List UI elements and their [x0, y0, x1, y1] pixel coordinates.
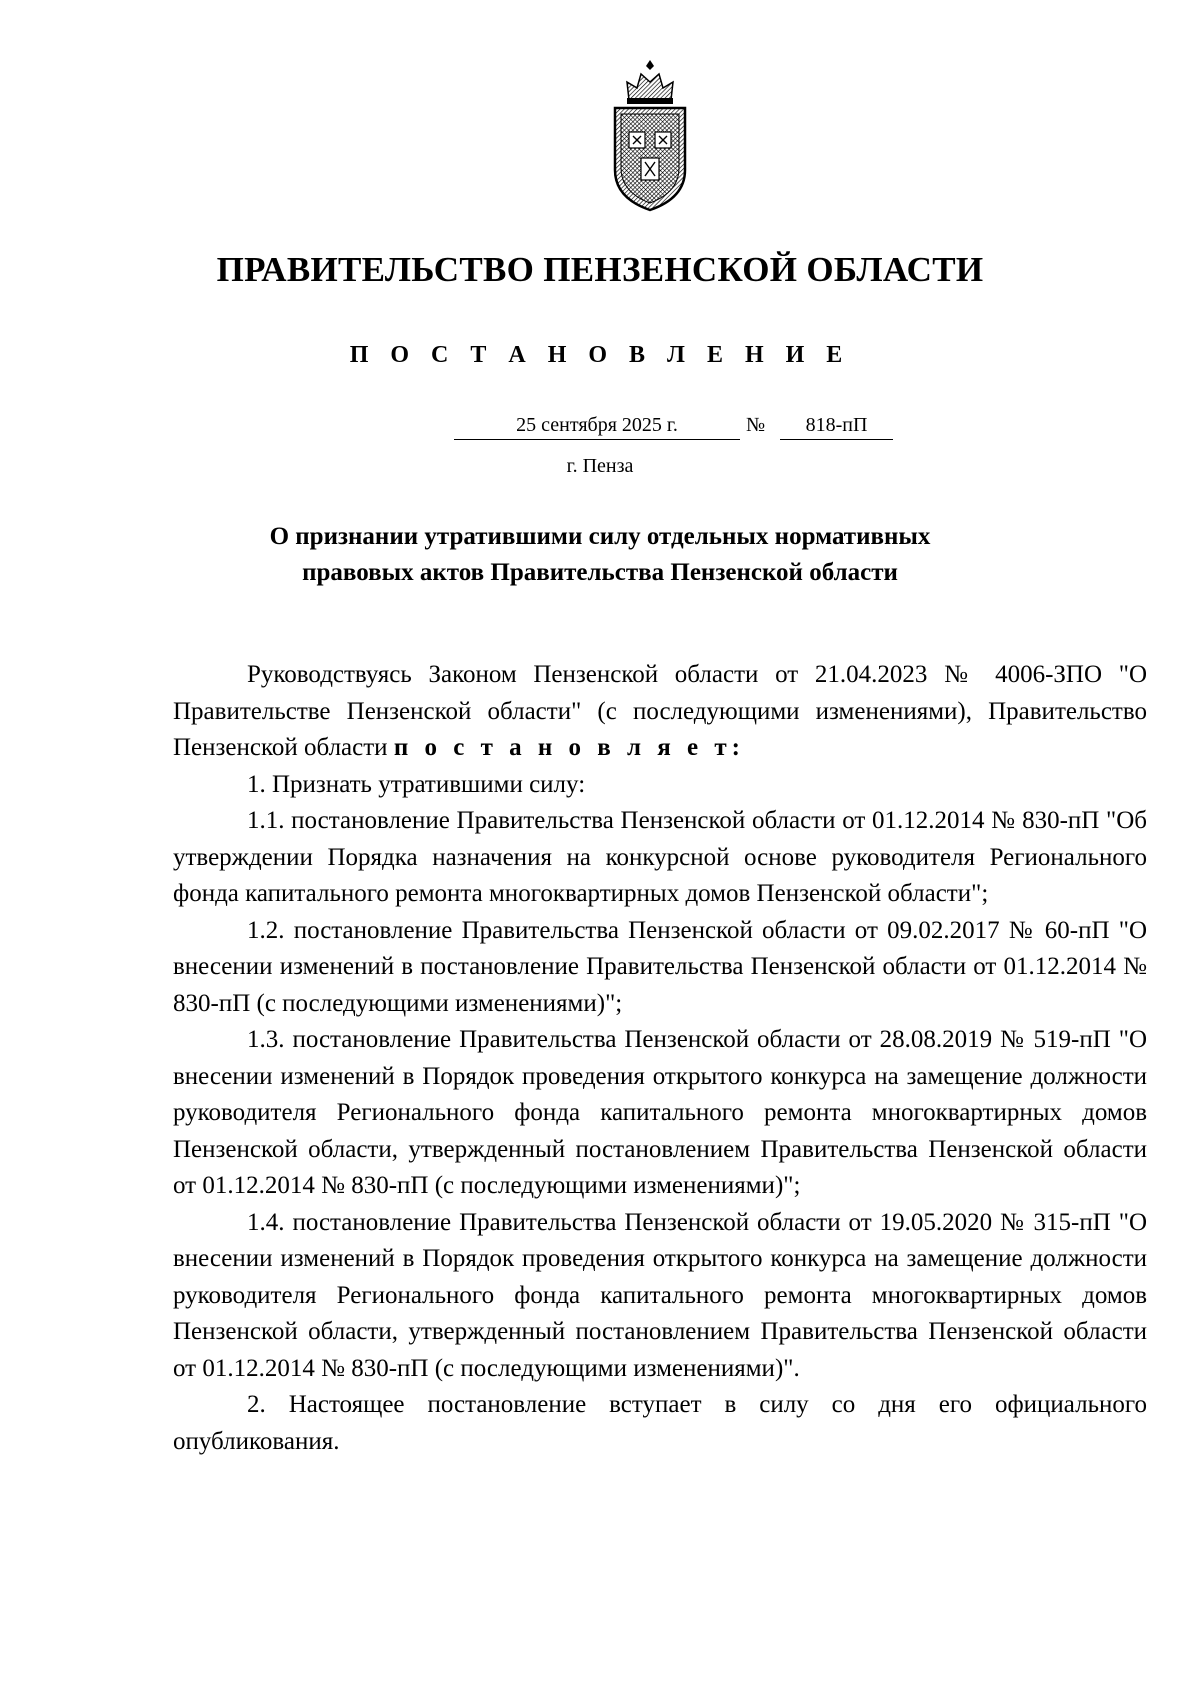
subject-line-1: О признании утратившими силу отдельных нормативных: [269, 523, 931, 550]
coat-of-arms-icon: [607, 58, 693, 216]
paragraph-1-3: 1.3. постановление Правительства Пензенской области от 28.08.2019 № 519-пП "О внесении изменений в Порядок проведения открытого конкурса на замещение должности руководителя Регионального фонда капитального ремонта многоквартирных домов Пензенской области, утвержденный постановлением Правительства Пензенской области от 01.12.2014 № 830-пП (с последующими изменениями)";: [173, 1026, 1147, 1199]
date-number-line: [0, 411, 1200, 443]
document-type: П О С Т А Н О В Л Е Н И Е: [349, 342, 851, 368]
organization-title: ПРАВИТЕЛЬСТВО ПЕНЗЕНСКОЙ ОБЛАСТИ: [216, 250, 984, 289]
document-body: [173, 657, 1147, 1460]
paragraph-1: 1. Признать утратившими силу:: [247, 770, 586, 798]
document-city: г. Пенза: [566, 455, 634, 477]
paragraph-1-4: 1.4. постановление Правительства Пензенской области от 19.05.2020 № 315-пП "О внесении изменений в Порядок проведения открытого конкурса на замещение должности руководителя Регионального фонда капитального ремонта многоквартирных домов Пензенской области, утвержденный постановлением Правительства Пензенской области от 01.12.2014 № 830-пП (с последующими изменениями)".: [173, 1208, 1147, 1382]
subject-line-2: правовых актов Правительства Пензенской области: [302, 559, 898, 586]
preamble-paragraph: [173, 657, 1147, 767]
number-sign: №: [746, 414, 766, 436]
document-subject: [0, 519, 1200, 591]
paragraph-1-1: 1.1. постановление Правительства Пензенской области от 01.12.2014 № 830-пП "Об утверждении Порядка назначения на конкурсной основе руководителя Регионального фонда капитального ремонта многоквартирных домов Пензенской области";: [173, 807, 1147, 907]
document-date: 25 сентября 2025 г.: [454, 411, 740, 440]
preamble-text: Руководствуясь Законом Пензенской области от 21.04.2023 № 4006-ЗПО "О Правительстве Пензенской области" (с последующими изменениями), Правительство Пензенской области: [173, 661, 1147, 761]
document-number: 818-пП: [780, 411, 893, 440]
paragraph-2: 2. Настоящее постановление вступает в силу со дня его официального опубликования.: [173, 1391, 1147, 1455]
preamble-action: п о с т а н о в л я е т:: [393, 734, 746, 761]
paragraph-1-2: 1.2. постановление Правительства Пензенской области от 09.02.2017 № 60-пП "О внесении изменений в постановление Правительства Пензенской области от 01.12.2014 № 830-пП (с последующими изменениями)";: [173, 916, 1147, 1017]
